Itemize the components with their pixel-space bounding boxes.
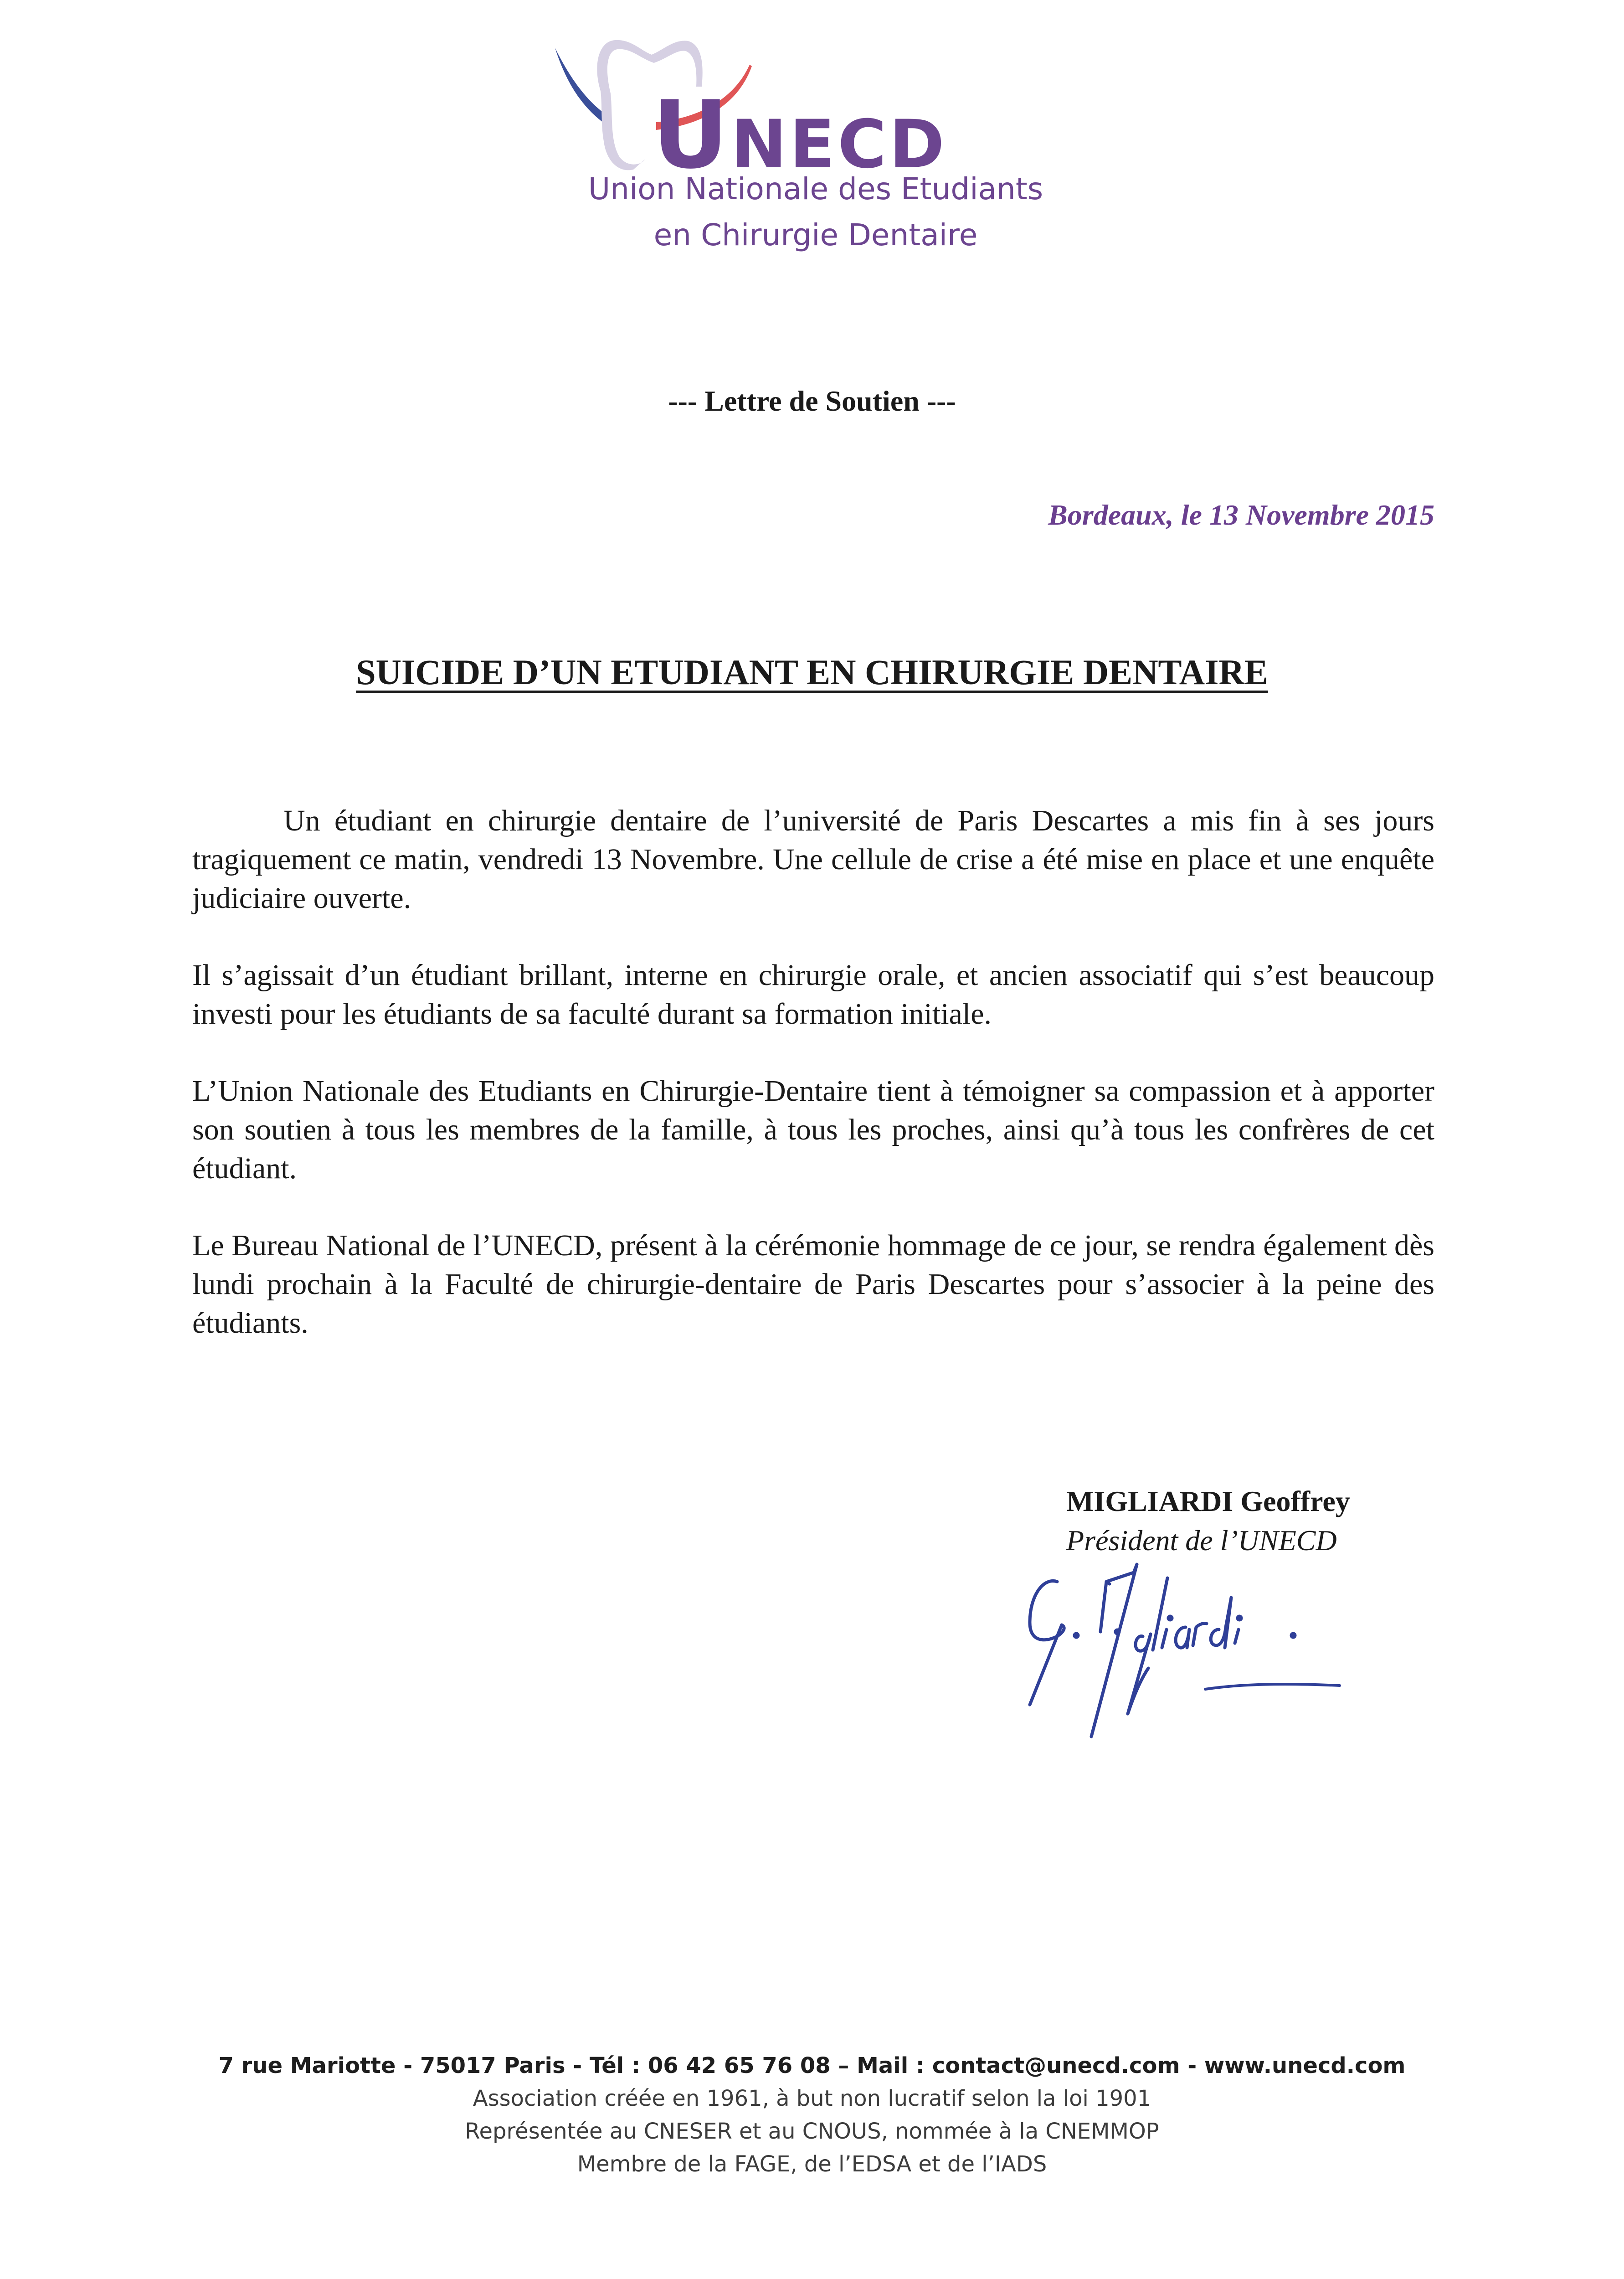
document-kind-heading: --- Lettre de Soutien --- [668,385,956,417]
body-paragraph: Le Bureau National de l’UNECD, présent à la cérémonie hommage de ce jour, se rendra également dès lundi prochain à la Faculté de chirurgie-dentaire de Paris Descartes pour s’associer à la peine des étudiants. [192,1229,1434,1340]
logo-letter-u: U [653,81,731,190]
footer-info-line: Association créée en 1961, à but non lucratif selon la loi 1901 [473,2086,1151,2111]
logo-tagline-line2: en Chirurgie Dentaire [653,217,978,253]
handwritten-signature [1025,1554,1481,1746]
signatory-name: MIGLIARDI Geoffrey [1066,1485,1350,1517]
body-paragraph: L’Union Nationale des Etudiants en Chirurgie-Dentaire tient à témoigner sa compassion et à apporter son soutien à tous les membres de la famille, à tous les proches, ainsi qu’à tous les confrères de cet étudiant. [192,1074,1434,1185]
footer-info-line: Représentée au CNESER et au CNOUS, nommée à la CNEMMOP [465,2119,1159,2144]
footer-info-line: Membre de la FAGE, de l’EDSA et de l’IADS [577,2151,1047,2177]
footer-contact-line: 7 rue Mariotte - 75017 Paris - Tél : 06 42 65 76 08 – Mail : contact@unecd.com - www.unecd.com [218,2053,1406,2078]
letter-body [192,801,1434,1381]
subject-text: SUICIDE D’UN ETUDIANT EN CHIRURGIE DENTAIRE [356,652,1268,692]
signatory-title: Président de l’UNECD [1066,1524,1337,1557]
subject-heading [0,652,1624,692]
signature-icon [1025,1554,1481,1746]
body-paragraph: Il s’agissait d’un étudiant brillant, interne en chirurgie orale, et ancien associatif qui s’est beaucoup investi pour les étudiants de sa faculté durant sa formation initiale. [192,959,1434,1031]
logo-tagline-line1: Union Nationale des Etudiants [588,171,1043,206]
place-date: Bordeaux, le 13 Novembre 2015 [1048,499,1434,531]
body-paragraph: Un étudiant en chirurgie dentaire de l’université de Paris Descartes a mis fin à ses jours tragiquement ce matin, vendredi 13 Novembre. Une cellule de crise a été mise en place et une enquête judiciaire ouverte. [192,804,1434,915]
logo-letters-necd: NECD [731,106,947,183]
logo-wordmark [653,81,947,190]
unecd-logo [547,36,1002,190]
